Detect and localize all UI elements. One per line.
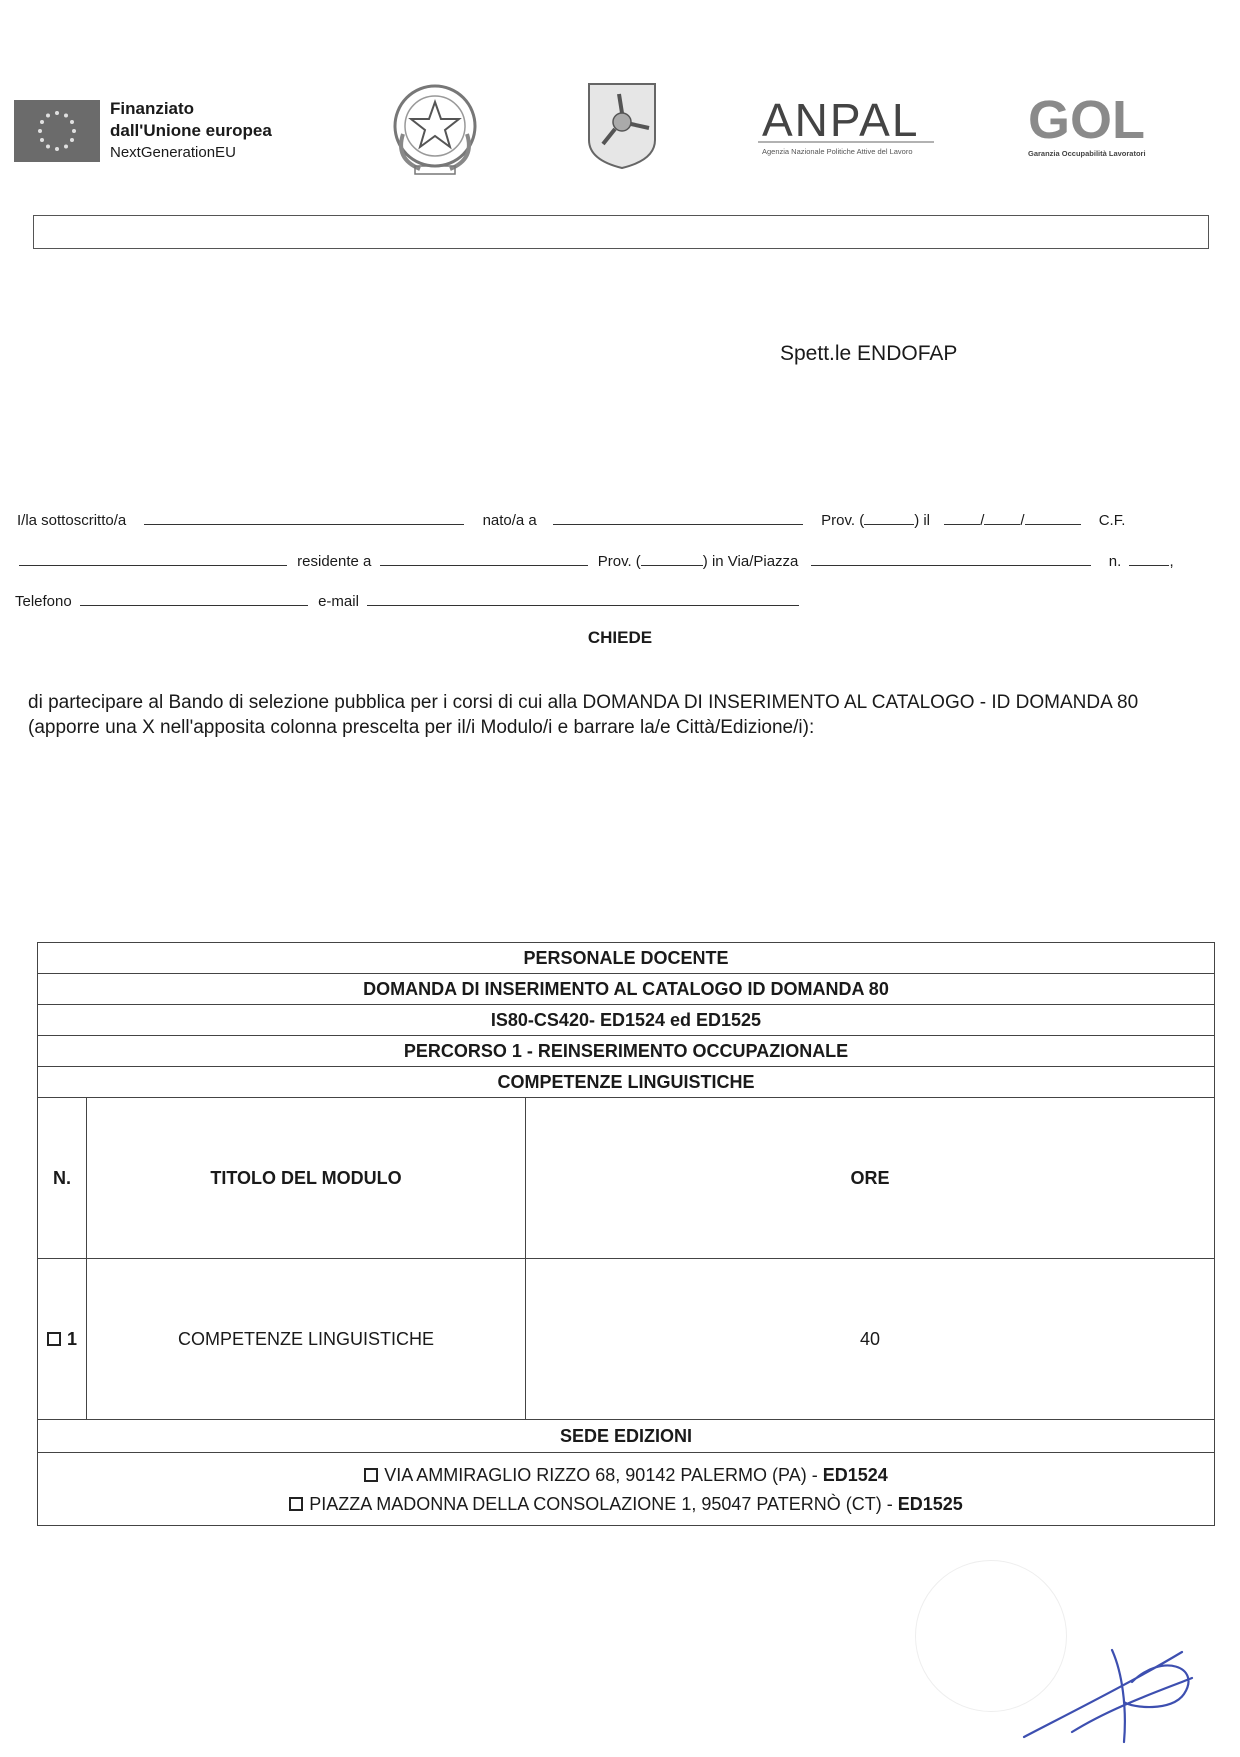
table-header-competenze: COMPETENZE LINGUISTICHE bbox=[38, 1067, 1214, 1098]
field-anno[interactable] bbox=[1025, 510, 1081, 525]
label-telefono: Telefono bbox=[15, 593, 72, 610]
col-header-ore: ORE bbox=[850, 1167, 890, 1188]
eu-funding-text bbox=[110, 98, 272, 164]
anpal-logo-text: ANPAL bbox=[762, 94, 920, 146]
field-prov-residenza[interactable] bbox=[641, 551, 703, 566]
module-table bbox=[37, 942, 1215, 1526]
anpal-logo bbox=[758, 92, 940, 160]
gol-logo-text: GOL bbox=[1028, 90, 1145, 150]
table-header-percorso: PERCORSO 1 - REINSERIMENTO OCCUPAZIONALE bbox=[38, 1036, 1214, 1067]
form-line-1: I/la sottoscritto/a nato/a a Prov. ( ) il / / C.F. bbox=[17, 512, 1126, 529]
row-ore: 40 bbox=[859, 1328, 881, 1349]
label-nato: nato/a a bbox=[482, 512, 537, 529]
field-luogo-nascita[interactable] bbox=[553, 510, 803, 525]
col-header-n: N. bbox=[38, 1098, 87, 1258]
table-header-codice: IS80-CS420- ED1524 ed ED1525 bbox=[38, 1005, 1214, 1036]
sede-text-palermo: VIA AMMIRAGLIO RIZZO 68, 90142 PALERMO (PA) - bbox=[384, 1465, 823, 1485]
sede-option-palermo bbox=[38, 1461, 1214, 1490]
row-number: 1 bbox=[66, 1328, 77, 1349]
signature bbox=[1012, 1612, 1212, 1752]
sede-code-paterno: ED1525 bbox=[897, 1494, 963, 1514]
field-giorno[interactable] bbox=[944, 510, 980, 525]
label-prov-residenza: Prov. ( bbox=[597, 553, 641, 570]
col-header-titolo: TITOLO DEL MODULO bbox=[87, 1098, 526, 1258]
recipient: Spett.le ENDOFAP bbox=[780, 342, 958, 365]
field-via[interactable] bbox=[811, 551, 1091, 566]
gol-logo bbox=[1026, 88, 1148, 162]
field-email[interactable] bbox=[367, 591, 799, 606]
label-cf: C.F. bbox=[1098, 512, 1126, 529]
sede-code-palermo: ED1524 bbox=[822, 1465, 888, 1485]
sede-option-paterno bbox=[38, 1490, 1214, 1519]
label-residente: residente a bbox=[297, 553, 372, 570]
sede-checkbox-palermo[interactable] bbox=[364, 1468, 378, 1482]
label-via: ) in Via/Piazza bbox=[702, 553, 799, 570]
field-numero[interactable] bbox=[1129, 551, 1169, 566]
italian-republic-emblem bbox=[385, 74, 485, 184]
field-telefono[interactable] bbox=[80, 591, 308, 606]
eu-line-2: dall'Unione europea bbox=[110, 121, 272, 140]
sede-list bbox=[38, 1453, 1214, 1525]
table-header-domanda: DOMANDA DI INSERIMENTO AL CATALOGO ID DOMANDA 80 bbox=[38, 974, 1214, 1005]
request-paragraph: di partecipare al Bando di selezione pubblica per i corsi di cui alla DOMANDA DI INSERIMENTO AL CATALOGO - ID DOMANDA 80 (apporre una X nell'apposita colonna prescelta per il/i Modulo/i e barrare la/e Città/Edizione/i): bbox=[28, 692, 1139, 738]
anpal-subtitle: Agenzia Nazionale Politiche Attive del Lavoro bbox=[762, 147, 913, 156]
label-email: e-mail bbox=[318, 593, 359, 610]
field-mese[interactable] bbox=[984, 510, 1020, 525]
eu-line-1: Finanziato bbox=[110, 99, 195, 118]
chiede-heading: CHIEDE bbox=[587, 628, 653, 647]
eu-line-3: NextGenerationEU bbox=[110, 144, 236, 161]
label-il: ) il bbox=[914, 512, 931, 529]
sede-text-paterno: PIAZZA MADONNA DELLA CONSOLAZIONE 1, 95047 PATERNÒ (CT) - bbox=[309, 1494, 898, 1514]
field-codice-fiscale[interactable] bbox=[19, 551, 287, 566]
sede-header: SEDE EDIZIONI bbox=[38, 1420, 1214, 1453]
eu-flag-logo bbox=[14, 100, 100, 162]
row-number-cell bbox=[38, 1259, 87, 1419]
row-titolo: COMPETENZE LINGUISTICHE bbox=[87, 1259, 526, 1419]
table-column-headers bbox=[38, 1098, 1214, 1259]
form-line-2: residente a Prov. ( ) in Via/Piazza n. , bbox=[19, 551, 1174, 570]
label-prov-nascita: Prov. ( bbox=[821, 512, 865, 529]
form-line-3 bbox=[15, 591, 799, 610]
gol-subtitle: Garanzia Occupabilità Lavoratori bbox=[1028, 149, 1146, 158]
module-checkbox[interactable] bbox=[47, 1332, 61, 1346]
sede-checkbox-paterno[interactable] bbox=[289, 1497, 303, 1511]
table-row bbox=[38, 1259, 1214, 1420]
field-residenza[interactable] bbox=[380, 551, 588, 566]
field-nome[interactable] bbox=[144, 510, 464, 525]
table-header-personale: PERSONALE DOCENTE bbox=[38, 943, 1214, 974]
label-numero: n. bbox=[1108, 553, 1122, 570]
header-empty-box bbox=[33, 215, 1209, 249]
label-sottoscritto: I/la sottoscritto/a bbox=[17, 512, 127, 529]
sicily-region-logo bbox=[585, 80, 659, 170]
field-prov-nascita[interactable] bbox=[864, 510, 914, 525]
